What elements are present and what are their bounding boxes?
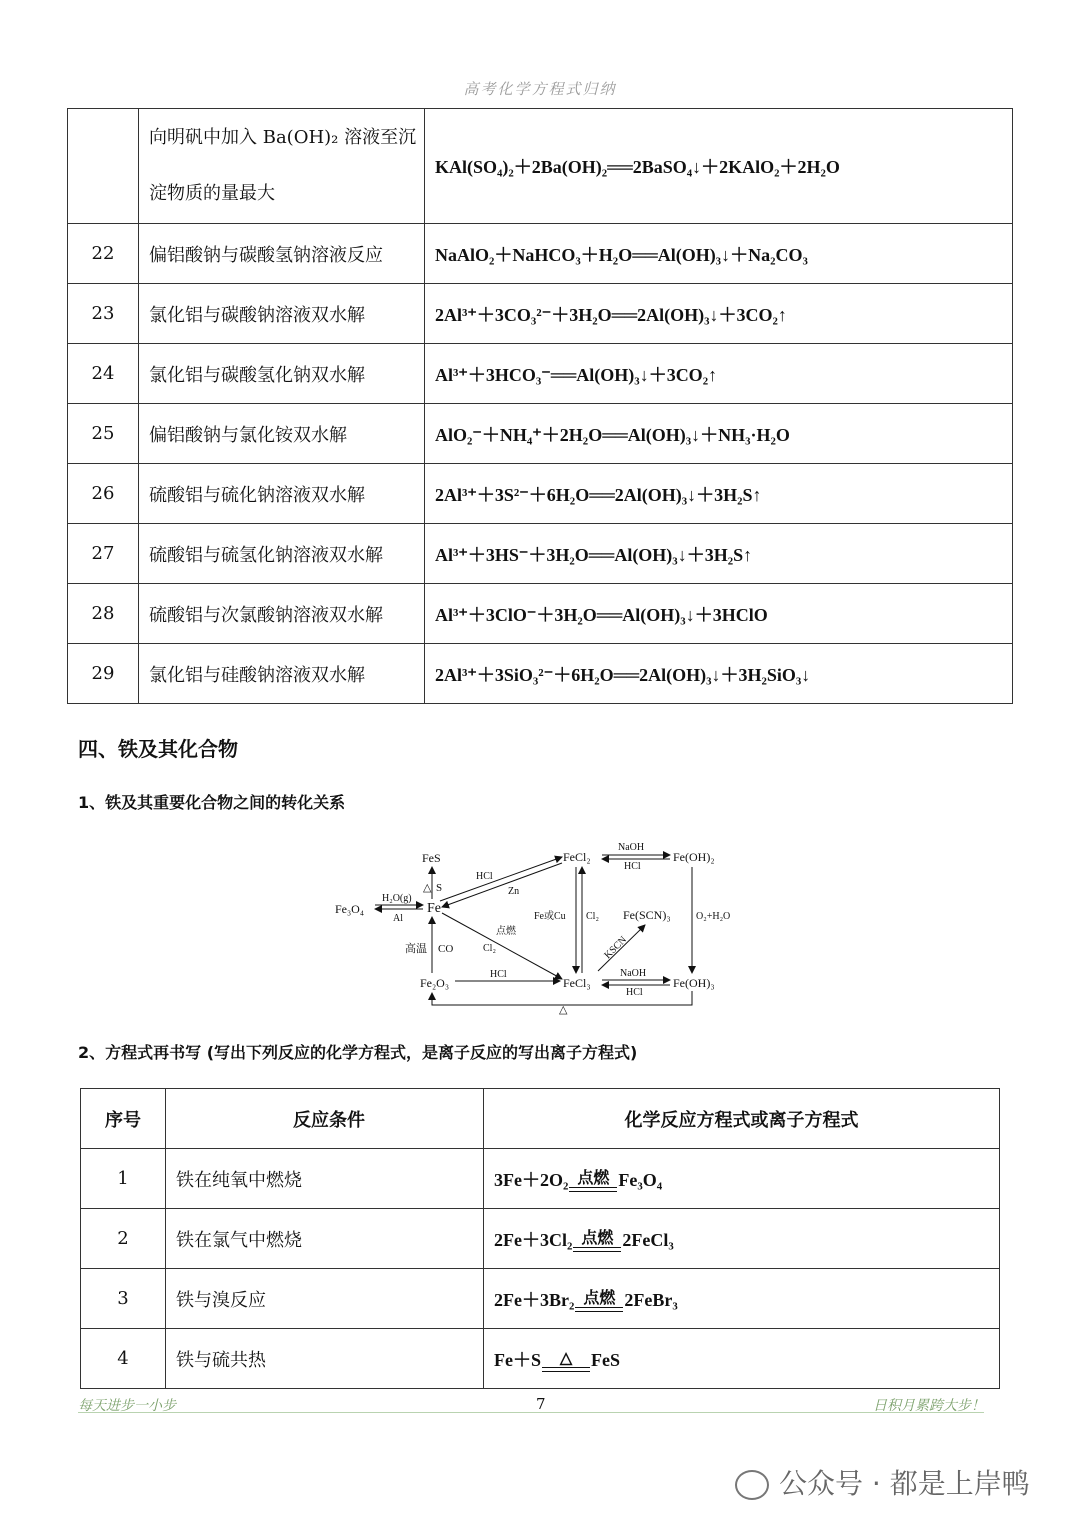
row-equation [484,1329,1000,1389]
row-number: 28 [68,584,139,644]
page-number: 7 [536,1395,546,1413]
equals-sign [575,1307,623,1312]
equation-lhs: 2Fe＋3Br₂ [494,1289,575,1310]
equation-lhs: Fe＋S [494,1349,541,1370]
label-al: Al [393,913,403,924]
reaction-condition [542,1351,590,1372]
arrow-fe-fecl2 [440,857,562,901]
row-number: 22 [68,224,139,284]
equals-sign [573,1247,621,1252]
row-condition: 向明矾中加入 Ba(OH)₂ 溶液至沉淀物质的量最大 [139,109,425,224]
label-fe-or-cu: Fe或Cu [534,911,566,922]
condition-text: 点燃 [577,1169,610,1187]
row-number [68,109,139,224]
node-fescn3: Fe(SCN)₃ [623,908,671,922]
row-number: 2 [81,1209,166,1269]
label-hcl-2: HCl [490,969,507,980]
row-number: 3 [81,1269,166,1329]
row-equation: KAl(SO₄)₂＋2Ba(OH)₂══2BaSO₄↓＋2KAlO₂＋2H₂O [425,109,1013,224]
row-equation: 2Al³⁺＋3SiO₃²⁻＋6H₂O══2Al(OH)₃↓＋3H₂SiO₃↓ [425,644,1013,704]
label-gaowen: 高温 [405,943,427,955]
table-row [68,524,1013,584]
wechat-icon [735,1470,769,1500]
table-row [68,644,1013,704]
table-header-row [81,1089,1000,1149]
row-condition: 铁在氯气中燃烧 [166,1209,484,1269]
label-naoh-2: NaOH [620,968,647,979]
row-number: 1 [81,1149,166,1209]
watermark [735,1462,1030,1502]
row-condition: 硫酸铝与硫化钠溶液双水解 [139,464,425,524]
label-zn: Zn [508,886,520,897]
equation-rhs: 2FeCl₃ [622,1229,674,1250]
label-hcl-4: HCl [626,987,643,998]
label-s: S [436,882,443,894]
condition-text: 点燃 [581,1229,614,1247]
page-header: 高考化学方程式归纳 [463,80,617,98]
equation-lhs: 3Fe＋2O₂ [494,1169,569,1190]
row-number: 4 [81,1329,166,1389]
equation-rhs: Fe₃O₄ [618,1169,663,1190]
footer-right: 日积月累跨大步！ [873,1398,985,1414]
label-hcl-1: HCl [476,871,493,882]
row-equation: Al³⁺＋3ClO⁻＋3H₂O══Al(OH)₃↓＋3HClO [425,584,1013,644]
iron-equations-table [80,1088,1000,1389]
row-condition: 偏铝酸钠与氯化铵双水解 [139,404,425,464]
arrow-fecl2-fe [442,863,562,907]
row-condition: 氯化铝与碳酸氢化钠双水解 [139,344,425,404]
row-condition: 硫酸铝与硫氢化钠溶液双水解 [139,524,425,584]
label-delta: △ [423,882,432,894]
label-o2-h2o: O₂+H₂O [696,911,731,922]
label-h2og: H₂O(g) [382,893,412,904]
table-row [81,1209,1000,1269]
row-condition: 氯化铝与硅酸钠溶液双水解 [139,644,425,704]
equals-sign [569,1187,617,1192]
table-row [68,284,1013,344]
table-row [81,1149,1000,1209]
node-fe: Fe [427,901,441,916]
node-fes: FeS [422,851,441,865]
label-delta-2: △ [559,1004,568,1015]
row-equation [484,1209,1000,1269]
node-feoh3: Fe(OH)₃ [673,976,715,990]
subsection-heading: 1、铁及其重要化合物之间的转化关系 [78,793,346,812]
node-fe2o3: Fe₂O₃ [420,976,450,990]
equals-sign [542,1367,590,1372]
reaction-condition [573,1231,621,1252]
iron-conversion-diagram [330,835,750,1015]
footer-divider [78,1412,984,1413]
label-cl2-1: Cl₂ [483,943,496,954]
table-row [81,1329,1000,1389]
header-equation: 化学反应方程式或离子方程式 [484,1089,1000,1149]
label-co: CO [438,943,454,955]
table-row [81,1269,1000,1329]
equation-rhs: 2FeBr₃ [624,1289,678,1310]
row-number: 26 [68,464,139,524]
row-number: 23 [68,284,139,344]
label-kscn: KSCN [602,934,629,962]
table-row [68,344,1013,404]
header-number: 序号 [81,1089,166,1149]
watermark-text: 公众号 · 都是上岸鸭 [779,1467,1030,1500]
reaction-condition [575,1291,623,1312]
row-condition: 偏铝酸钠与碳酸氢钠溶液反应 [139,224,425,284]
section-heading: 四、铁及其化合物 [78,737,238,761]
row-equation: NaAlO₂＋NaHCO₃＋H₂O══Al(OH)₃↓＋Na₂CO₃ [425,224,1013,284]
label-hcl-3: HCl [624,861,641,872]
label-dianran: 点燃 [496,926,516,937]
subsection-heading-2: 2、方程式再书写 (写出下列反应的化学方程式，是离子反应的写出离子方程式) [78,1043,638,1062]
row-condition: 铁与溴反应 [166,1269,484,1329]
equation-rhs: FeS [591,1349,620,1370]
row-condition: 氯化铝与碳酸钠溶液双水解 [139,284,425,344]
row-equation: 2Al³⁺＋3CO₃²⁻＋3H₂O══2Al(OH)₃↓＋3CO₂↑ [425,284,1013,344]
row-equation: Al³⁺＋3HCO₃⁻══Al(OH)₃↓＋3CO₂↑ [425,344,1013,404]
row-equation [484,1269,1000,1329]
condition-text: 点燃 [583,1289,616,1307]
node-fecl3: FeCl₃ [563,976,591,990]
row-equation [484,1149,1000,1209]
node-fe3o4: Fe₃O₄ [335,902,365,916]
equation-lhs: 2Fe＋3Cl₂ [494,1229,573,1250]
row-condition: 铁在纯氧中燃烧 [166,1149,484,1209]
node-fecl2: FeCl₂ [563,850,591,864]
row-equation: Al³⁺＋3HS⁻＋3H₂O══Al(OH)₃↓＋3H₂S↑ [425,524,1013,584]
row-number: 27 [68,524,139,584]
row-number: 24 [68,344,139,404]
table-row [68,584,1013,644]
table-row [68,464,1013,524]
label-cl2-2: Cl₂ [586,911,599,922]
table-row [68,224,1013,284]
label-naoh-1: NaOH [618,842,645,853]
row-condition: 硫酸铝与次氯酸钠溶液双水解 [139,584,425,644]
reaction-condition [569,1171,617,1192]
condition-text: △ [559,1349,573,1367]
row-number: 29 [68,644,139,704]
row-number: 25 [68,404,139,464]
header-condition: 反应条件 [166,1089,484,1149]
arrow-feoh3-fe2o3 [432,991,692,1005]
row-equation: AlO₂⁻＋NH₄⁺＋2H₂O══Al(OH)₃↓＋NH₃·H₂O [425,404,1013,464]
footer-left: 每天进步一小步 [78,1398,176,1414]
row-condition: 铁与硫共热 [166,1329,484,1389]
table-row [68,404,1013,464]
table-row [68,109,1013,224]
row-equation: 2Al³⁺＋3S²⁻＋6H₂O══2Al(OH)₃↓＋3H₂S↑ [425,464,1013,524]
node-feoh2: Fe(OH)₂ [673,850,715,864]
aluminum-equations-table [67,108,1013,704]
